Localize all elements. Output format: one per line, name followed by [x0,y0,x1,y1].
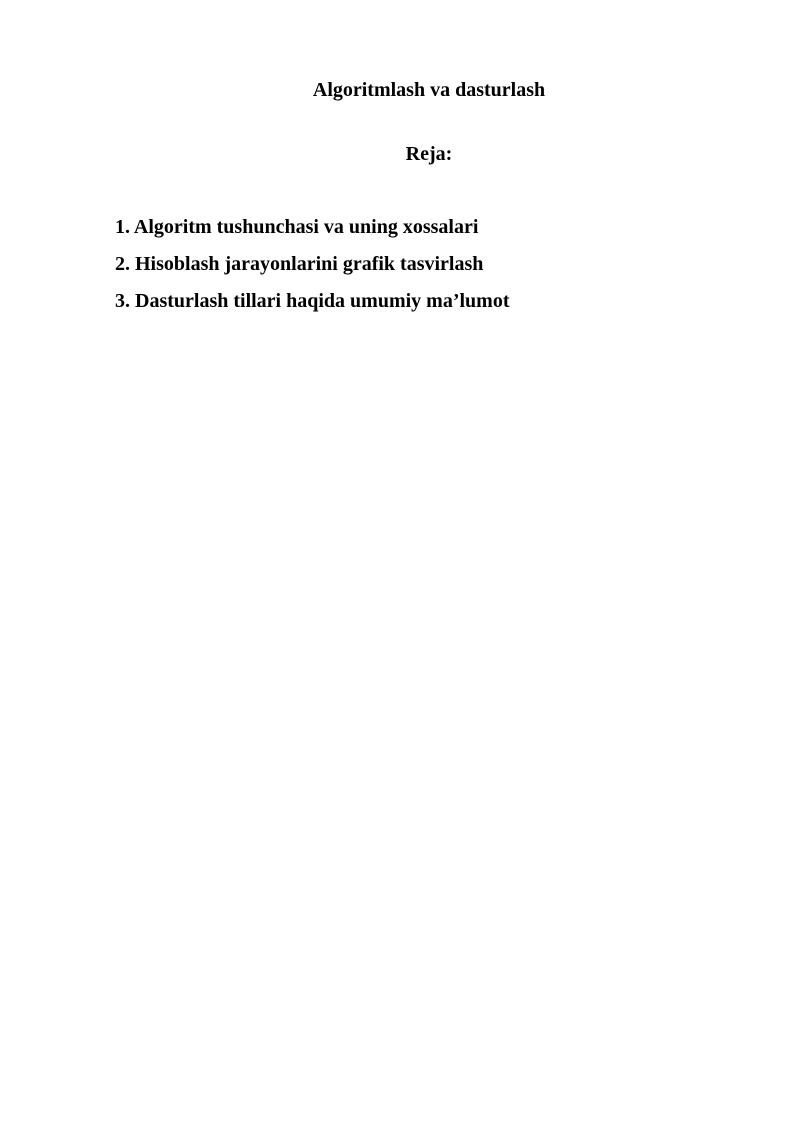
plan-item-2: 2. Hisoblash jarayonlarini grafik tasvirlash [115,253,484,275]
plan-item-3: 3. Dasturlash tillari haqida umumiy ma’lumot [115,290,510,312]
page-title: Algoritmlash va dasturlash [312,79,546,101]
plan-list [115,213,509,324]
plan-heading: Reja: [405,143,453,165]
plan-item-1: 1. Algoritm tushunchasi va uning xossalari [115,216,479,238]
